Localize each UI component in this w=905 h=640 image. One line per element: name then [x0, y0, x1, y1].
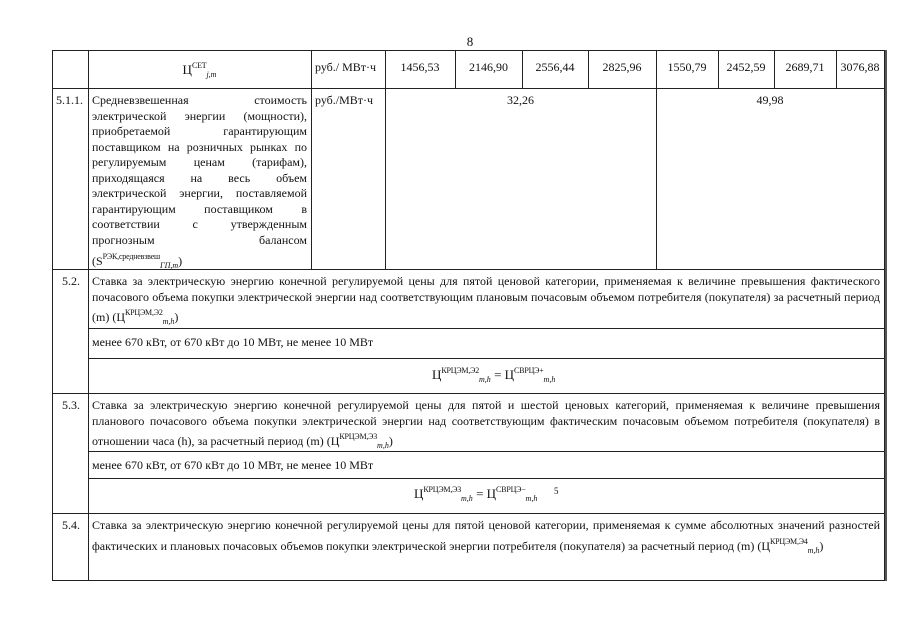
row-52-range: менее 670 кВт, от 670 кВт до 10 МВт, не менее 10 МВт — [92, 335, 374, 349]
top-row-value: 2146,90 — [469, 60, 508, 74]
top-row-unit: руб./ МВт·ч — [315, 60, 377, 74]
row-53-range: менее 670 кВт, от 670 кВт до 10 МВт, не менее 10 МВт — [92, 458, 374, 472]
row-53-formula: $Ц^{КРЦЭМ,Э3}_{m,h} = Ц^{СВРЦЭ-}_{m,h}$ — [414, 485, 538, 503]
top-row-value: 2689,71 — [785, 60, 825, 74]
row-52-formula: $Ц^{КРЦЭМ,Э2}_{m,h} = Ц^{СВРЦЭ+}_{m,h}$ — [432, 366, 556, 384]
row-511-symbol: $(S^{РЭК,средневзвеш}_{ГП,m})$ — [92, 252, 183, 270]
top-row-value: 3076,88 — [840, 60, 880, 74]
row-number: 5.2. — [62, 274, 80, 288]
row-511-value-right: 49,98 — [756, 93, 784, 107]
row-511-description: Средневзвешенная стоимость электрической энергии (мощности), приобретаемой гарантирующим поставщиком на розничных рынках по регулируемым ценам (тарифам), приходящаяся на весь объем электрической энергии, поставляемой гарантирующим поставщиком в соответствии с утвержденным прогнозным балансом $(S^{РЭК,средневзвеш}_{ГП,m})$ — [92, 93, 307, 274]
top-row-value: 1550,79 — [667, 60, 707, 74]
row-number: 5.1.1. — [56, 93, 83, 107]
row-53-description: Ставка за электрическую энергию конечной регулируемой цены для пятой и шестой ценовых категорий, применяемая к величине превышения планового почасового объема покупки электрической энергии над соответствующим фактическим почасовым объемом потребителя (покупателя) в отношении часа (h), за расчетный период (m) $(Ц^{КРЦЭМ,Э3}_{m,h})$ — [92, 398, 880, 450]
row-511-unit: руб./МВт·ч — [315, 93, 374, 107]
row-54-description: Ставка за электрическую энергию конечной регулируемой цены для пятой ценовой категории, применяемая к сумме абсолютных значений разностей фактических и плановых почасовых объемов покупки электрической энергии потребителя (покупателя) за расчетный период (m) $(Ц^{КРЦЭМ,Э4}_{m,h})$ — [92, 518, 880, 555]
top-row-value: 2825,96 — [602, 60, 642, 74]
row-number: 5.3. — [62, 398, 80, 412]
row-53-footnote: 5 — [554, 486, 559, 496]
row-number: 5.4. — [62, 518, 80, 532]
top-row-symbol: $Ц^{СЕТ}_{j,m}$ — [182, 61, 217, 79]
page-number: 8 — [466, 34, 474, 49]
top-row-value: 1456,53 — [400, 60, 440, 74]
row-52-description: Ставка за электрическую энергию конечной регулируемой цены для пятой ценовой категории, применяемая к величине превышения фактического почасового объема покупки электрической энергии над соответствующим плановым почасовым объемом потребителя (покупателя) за расчетный период (m) $(Ц^{КРЦЭМ,Э2}_{m,h})$ — [92, 274, 880, 326]
top-row-value: 2556,44 — [535, 60, 575, 74]
row-511-value-left: 32,26 — [507, 93, 534, 107]
top-row-value: 2452,59 — [726, 60, 766, 74]
